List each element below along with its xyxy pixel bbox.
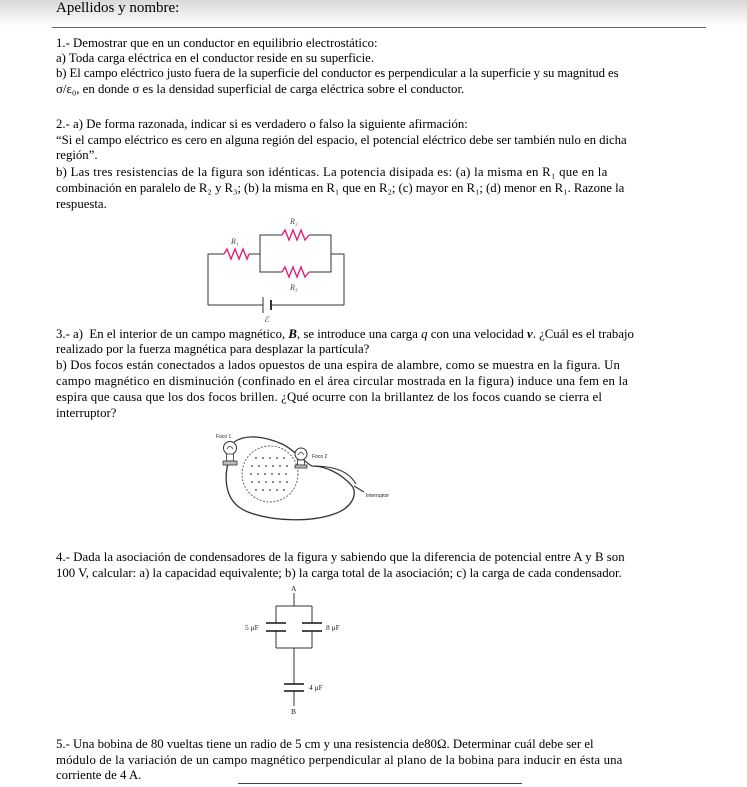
q4-line2: 100 V, calcular: a) la capacidad equivalente; b) la carga total de la asociación; c) la carga de cada condensador.	[56, 566, 622, 580]
q2-part-b-line2: combinación en paralelo de R₂ y R₃; (b) la misma en R₁ que en R₂; (c) mayor en R₁; (d) menor en R₁. Razone la	[56, 181, 625, 195]
q1-part-b-line2: σ/ε₀, en donde σ es la densidad superficial de carga eléctrica sobre el conductor.	[56, 82, 465, 96]
q1-part-b-line1: b) El campo eléctrico justo fuera de la superficie del conductor es perpendicular a la superficie y su magnitud es	[56, 66, 619, 80]
q2-part-b-line1: b) Las tres resistencias de la figura son idénticas. La potencia disipada es: (a) la misma en R₁ que en la	[56, 165, 608, 179]
q3-part-a-line1: 3.- a) En el interior de un campo magnético, B, se introduce una carga q con una velocidad v. ¿Cuál es el trabajo	[56, 327, 634, 341]
q3-part-b-line1: b) Dos focos están conectados a lados opuestos de una espira de alambre, como se muestra en la figura. Un	[56, 358, 621, 372]
q1-part-a: a) Toda carga eléctrica en el conductor reside en su superficie.	[56, 51, 375, 65]
q3-part-a-line2: realizado por la fuerza magnética para desplazar la partícula?	[56, 342, 370, 356]
resistor-r1	[224, 249, 249, 259]
label-c2: 8 μF	[326, 623, 340, 632]
label-r2: R₂	[290, 217, 298, 226]
resistor-r2	[282, 230, 309, 240]
field-dots	[250, 457, 288, 491]
footer-divider	[238, 783, 522, 784]
q2-title: 2.- a) De forma razonada, indicar si es verdadero o falso la siguiente afirmación:	[56, 117, 468, 131]
q4-line1: 4.- Dada la asociación de condensadores de la figura y sabiendo que la diferencia de potencial entre A y B son	[56, 550, 625, 564]
q3-part-b-line2: campo magnético en disminución (confinado en el área circular mostrada en la figura) induce una fem en la	[56, 374, 629, 388]
label-c3: 4 μF	[309, 683, 323, 692]
bulb-1-icon	[223, 442, 237, 466]
q2-quote-line1: “Si el campo eléctrico es cero en alguna región del espacio, el potencial eléctrico debe ser también nulo en dicha	[56, 133, 627, 147]
capacitor-figure	[228, 580, 358, 720]
name-field-label: Apellidos y nombre:	[56, 0, 180, 16]
battery-symbol	[263, 297, 271, 313]
q5-line1: 5.- Una bobina de 80 vueltas tiene un radio de 5 cm y una resistencia de80Ω. Determinar cuál debe ser el	[56, 737, 594, 751]
label-bulb-2: Foco 2	[312, 454, 328, 460]
bulb-loop-figure	[208, 426, 388, 526]
header-divider	[52, 27, 706, 28]
label-emf: ℰ	[264, 315, 269, 324]
label-r3: R₃	[290, 283, 298, 292]
q5-line3: corriente de 4 A.	[56, 768, 142, 782]
label-switch: Interruptor	[366, 493, 390, 499]
q5-line2: módulo de la variación de un campo magnético perpendicular al plano de la bobina para inducir en ésta una	[56, 753, 623, 767]
label-r1: R₁	[231, 237, 239, 246]
label-bulb-1: Foco 1	[216, 434, 232, 440]
bulb-2-icon	[295, 448, 307, 468]
q2-part-b-line3: respuesta.	[56, 197, 107, 211]
label-node-b: B	[291, 707, 297, 716]
q1-title: 1.- Demostrar que en un conductor en equilibrio electrostático:	[56, 36, 378, 50]
q3-part-b-line4: interruptor?	[56, 406, 117, 420]
q2-quote-line2: región”.	[56, 148, 98, 162]
switch-symbol	[354, 486, 364, 492]
q3-part-b-line3: espira que causa que los dos focos brillen. ¿Qué ocurre con la brillantez de los focos cuando se cierra el	[56, 390, 603, 404]
resistor-circuit-figure	[200, 212, 360, 324]
resistor-r3	[282, 267, 309, 277]
label-c1: 5 μF	[245, 623, 259, 632]
label-node-a: A	[291, 584, 297, 593]
